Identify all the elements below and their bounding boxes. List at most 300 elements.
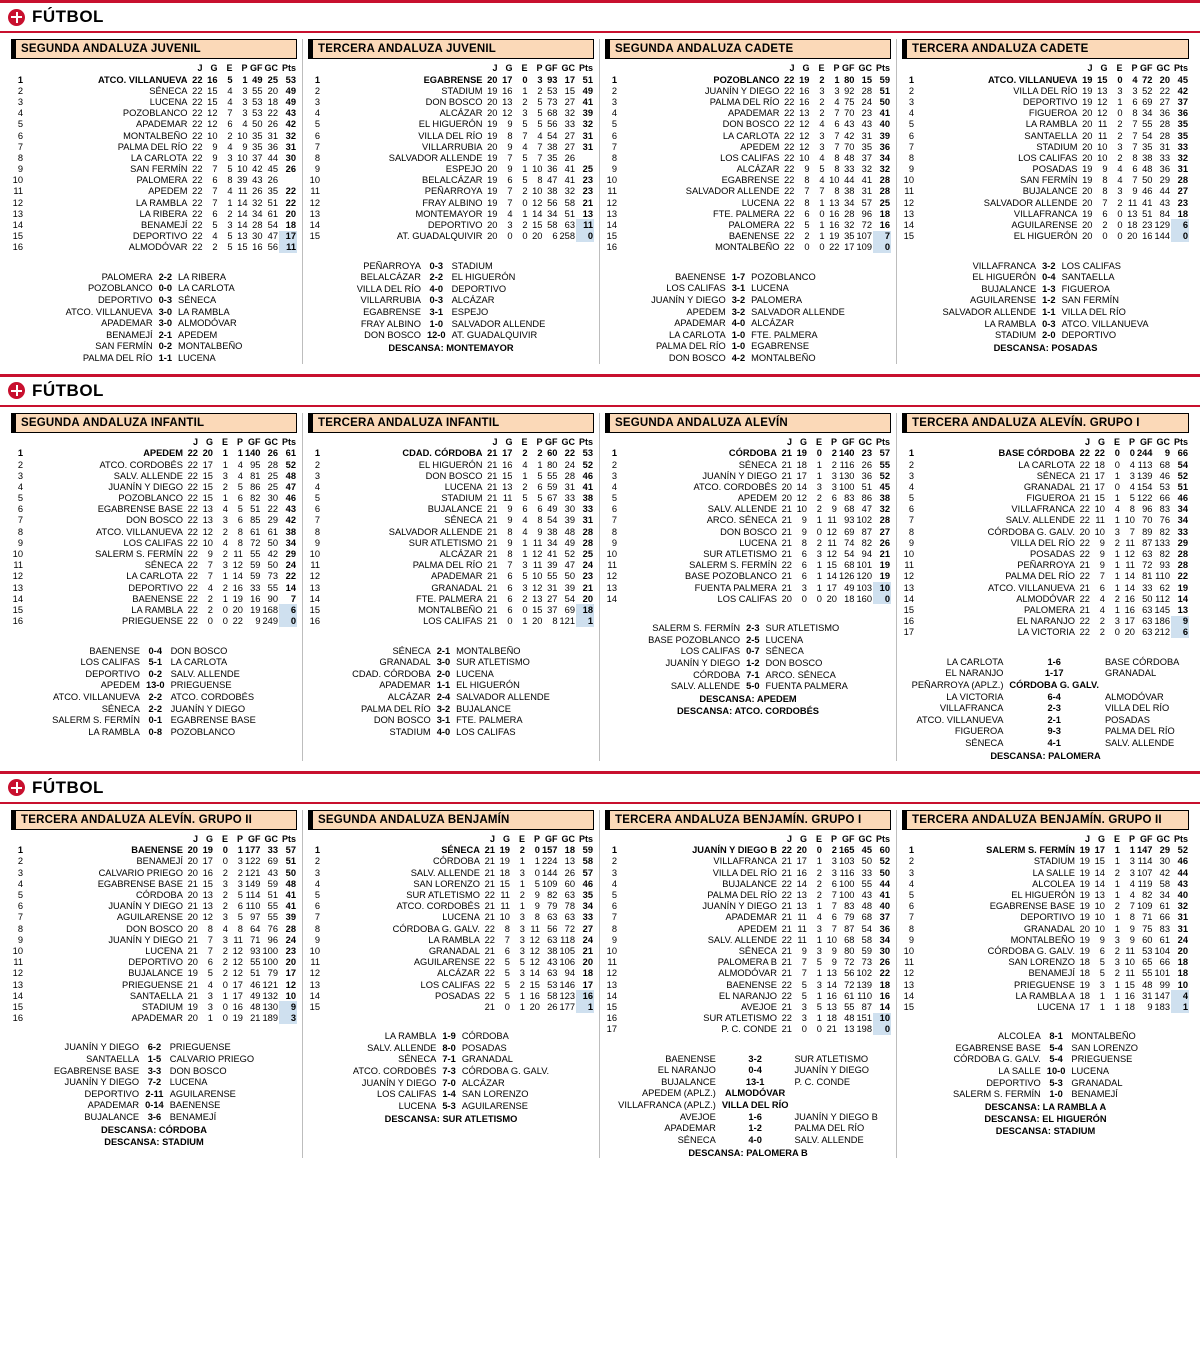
position: 4 [314,481,320,492]
stat-cell: 1 [519,878,525,889]
stat-cell: 7 [1129,901,1135,912]
stat-cell: 63 [564,890,575,901]
position: 6 [611,901,617,912]
table-row [308,582,594,593]
stat-cell: 15 [564,85,575,96]
table-row [308,990,594,1001]
position: 13 [12,979,23,990]
stat-cell: 5 [522,175,528,186]
stat-cell: 64 [250,923,261,934]
stat-cell: 6 [207,957,213,968]
stat-cell: 49 [252,74,263,85]
stat-cell: 36 [267,141,278,152]
stat-cell: 103 [856,582,872,593]
stat-cell: 87 [861,1001,872,1012]
stat-cell: 4 [1129,481,1135,492]
stat-cell: 41 [285,901,296,912]
stat-cell: 14 [826,979,837,990]
stat-cell: 0 [534,845,540,856]
stat-cell: 43 [861,890,872,901]
table-row [11,96,297,107]
result-row [63,283,246,295]
position: 15 [309,1001,320,1012]
result-home: PEÑARROYA (APLZ.) [911,679,1004,690]
col-header-pos [308,437,321,448]
stat-cell: 7 [1132,119,1138,130]
stat-cell: 2 [207,604,213,615]
position: 7 [314,912,320,923]
stat-cell: 3 [227,152,233,163]
table-row [11,878,297,889]
stat-cell: 33 [250,582,261,593]
section-title: FÚTBOL [32,380,104,400]
results-table [645,622,851,692]
position: 17 [606,1024,617,1035]
stat-cell: 20 [487,220,498,231]
col-header-g: G [502,833,510,844]
result-score: 0-2 [158,341,172,352]
team-name: LA RAMBLA [428,934,480,945]
col-header-pos [308,63,321,74]
team-name: APADEMAR [430,571,483,582]
results-table [49,645,259,738]
stat-cell: 1 [1171,1001,1189,1012]
stat-cell: 21 [487,481,498,492]
stat-cell: 110 [245,901,261,912]
stat-cell: 22 [784,141,795,152]
stat-cell: 72 [844,957,855,968]
stat-cell: 52 [285,459,296,470]
stat-cell: 12 [532,582,543,593]
result-away: POSADAS [1104,714,1150,725]
result-home: CDAD. CÓRDOBA [352,668,431,679]
results-block [902,656,1189,761]
result-row [350,1042,552,1054]
stat-cell: 20 [1082,152,1093,163]
stat-cell: 15 [1124,979,1135,990]
position: 4 [314,108,320,119]
team-name: PEÑARROYA [424,186,483,197]
stat-cell: 17 [796,856,807,867]
stat-cell: 13 [564,856,575,867]
position: 9 [908,164,914,175]
stat-cell: 22 [784,197,795,208]
stat-cell: 15 [202,878,213,889]
stat-cell: 25 [582,164,593,175]
result-score: 2-4 [436,691,451,702]
stat-cell: 16 [232,582,243,593]
stat-cell: 119 [1137,878,1153,889]
team-name: LUCENA [1037,1001,1075,1012]
position: 12 [12,571,23,582]
result-score: 7-0 [442,1077,456,1088]
stat-cell: 40 [1177,890,1188,901]
stat-cell: 14 [532,208,543,219]
stat-cell: 89 [1142,526,1153,537]
stat-cell: 0 [504,1001,510,1012]
table-row [11,85,297,96]
result-score: 2-3 [1047,703,1061,714]
stat-cell: 15 [532,604,543,615]
stat-cell: 8 [507,130,513,141]
table-row [11,923,297,934]
stat-cell: 42 [1177,85,1188,96]
stat-cell: 1 [522,208,528,219]
result-score: 1-0 [731,329,746,340]
team-name: EL HIGUERÓN [1013,231,1078,242]
stat-cell: 110 [1155,571,1170,582]
col-header-pts: Pts [875,63,890,73]
stat-cell: 96 [861,208,872,219]
position: 3 [17,96,23,107]
stat-cell: 7 [507,197,513,208]
result-away: EGABRENSE [751,341,810,352]
table-row [308,845,594,856]
team-name: PALMA DEL RÍO [707,890,777,901]
stat-cell: 16 [1124,604,1135,615]
stat-cell: 1 [519,856,525,867]
col-header-e: E [818,63,825,73]
result-score: 1-1 [436,680,451,691]
stat-cell: 3 [507,220,513,231]
table-row [11,912,297,923]
stat-cell: 102 [856,515,872,526]
stat-cell: 37 [547,604,558,615]
stat-cell: 12 [799,119,810,130]
result-score: 2-0 [436,668,451,679]
stat-cell: 55 [1142,968,1153,979]
result-home: LOS CALIFAS [80,657,140,668]
stat-cell: 19 [829,231,840,242]
position: 10 [903,175,914,186]
stat-cell: 4 [1129,459,1135,470]
stat-cell: 41 [879,890,890,901]
team-name: ALCÁZAR [736,164,780,175]
team-name: LA VICTORIA [1017,627,1075,638]
table-row [605,889,891,900]
table-row [605,448,891,459]
stat-cell: 20 [285,957,296,968]
stat-cell: 38 [844,186,855,197]
result-row [354,318,549,330]
position: 2 [17,459,23,470]
stat-cell: 53 [1159,481,1170,492]
stat-cell: 16 [1142,231,1153,242]
table-row [11,934,297,945]
result-away: BUJALANCE [456,703,511,714]
result-home: DON BOSCO [364,330,421,341]
results-table [63,271,246,364]
stat-cell: 19 [232,593,243,604]
stat-cell: 4 [1132,74,1138,85]
stat-cell: 100 [262,945,278,956]
competition-column [600,413,897,761]
col-header-j: J [492,63,498,73]
stat-cell: 14 [1094,867,1105,878]
team-name: AVEJOE [740,1001,777,1012]
stat-cell: 45 [267,164,278,175]
stat-cell: 2 [522,593,528,604]
stat-cell: 35 [1177,119,1188,130]
competition-title: TERCERA ANDALUZA BENJAMÍN. GRUPO II [902,810,1189,830]
result-score: 3-2 [731,306,746,317]
position: 8 [611,923,617,934]
position: 12 [309,968,320,979]
result-row [939,318,1151,330]
stat-cell: 26 [564,867,575,878]
section-title: FÚTBOL [32,7,104,26]
stat-cell: 1 [522,470,528,481]
stat-cell: 11 [233,934,243,945]
team-name: LOS CALIFAS [123,537,183,548]
stat-cell: 3 [519,923,525,934]
result-score: 13-0 [145,680,165,691]
stat-cell: 6 [237,901,243,912]
result-home: DEPORTIVO [84,1088,140,1099]
team-name: LA RAMBLA A [1015,990,1075,1001]
stat-cell: 49 [285,96,296,107]
result-away: VILLA DEL RÍO [1061,306,1126,317]
result-row [49,703,259,715]
stat-cell: 0 [801,1024,807,1035]
stat-cell: 45 [861,845,872,856]
stat-cell: 3 [831,481,837,492]
stat-cell: 6 [507,175,513,186]
stat-cell: 18 [844,593,855,604]
col-header-team [915,437,1076,448]
stat-cell: 13 [502,481,513,492]
stat-cell: 22 [187,593,198,604]
stat-cell: 83 [844,901,855,912]
table-row [902,934,1189,945]
col-header-p: P [1131,63,1138,73]
stat-cell: 3 [834,85,840,96]
stat-cell: 9 [831,504,837,515]
stat-cell: 4 [507,208,513,219]
stat-cell: 0 [819,242,825,253]
stat-cell: 5 [819,164,825,175]
stat-cell: 4 [227,186,233,197]
result-home: LUCENA [398,1100,437,1111]
table-row [902,968,1189,979]
stat-cell: 33 [861,867,872,878]
result-row [615,1076,881,1088]
stat-cell: 3 [1129,856,1135,867]
stat-cell: 22 [484,934,495,945]
stat-cell: 10 [1124,515,1135,526]
position: 13 [903,208,914,219]
position: 10 [606,945,617,956]
stat-cell: 59 [250,560,261,571]
table-row [11,593,297,604]
stat-cell: 80 [844,945,855,956]
team-name: STADIUM [441,85,483,96]
table-row [605,912,891,923]
stat-cell: 42 [267,549,278,560]
position: 7 [611,515,617,526]
stat-cell: 0 [522,604,528,615]
result-home: SALERM S. FERMÍN [52,715,140,726]
position: 2 [611,85,617,96]
team-name: SALVADOR ALLENDE [388,152,483,163]
stat-cell: 9 [1129,934,1135,945]
stat-cell: 224 [541,856,558,867]
result-away: FIGUEROA [1061,283,1111,294]
stat-cell: 18 [879,979,890,990]
stat-cell: 21 [781,459,792,470]
col-header-pts: Pts [578,436,593,447]
stat-cell: 52 [582,459,593,470]
result-row [51,1053,257,1065]
descansa-note: DESCANSA: CÓRDOBA [101,1124,207,1135]
col-header-g: G [210,63,218,73]
result-home: SALERM S. FERMÍN [652,623,741,634]
stat-cell: 16 [252,242,263,253]
col-header-team [618,437,778,448]
stat-cell: 45 [1177,74,1188,85]
stat-cell: 26 [267,448,278,459]
stat-cell: 16 [879,990,890,1001]
stat-cell: 101 [1154,968,1170,979]
col-header-g: G [799,833,807,844]
stat-cell: 22 [1079,549,1090,560]
position: 6 [17,901,23,912]
stat-cell: 60 [564,878,575,889]
table-row [902,526,1189,537]
result-score: 0-4 [748,1065,762,1076]
result-score: CÓRDOBA G. GALV. [1009,679,1099,690]
table-row [605,867,891,878]
result-home: EGABRENSE BASE [955,1042,1041,1053]
stat-cell: 139 [856,979,872,990]
competition-title: TERCERA ANDALUZA BENJAMÍN. GRUPO I [605,810,891,830]
result-away: LUCENA [178,352,216,363]
stat-cell: 55 [267,901,278,912]
table-row [605,979,891,990]
position: 1 [611,448,617,459]
stat-cell: 16 [1124,593,1135,604]
table-row [308,560,594,571]
table-row [902,504,1189,515]
team-name: BAENENSE [728,231,780,242]
table-row [902,912,1189,923]
stat-cell: 21 [484,1001,495,1012]
position: 1 [611,845,617,856]
result-home: PALOMERA [101,271,153,282]
competition-title: TERCERA ANDALUZA ALEVÍN. GRUPO II [11,810,297,830]
stat-cell: 10 [499,912,510,923]
position: 4 [17,481,23,492]
col-header-gf: GF [1139,436,1153,447]
stat-cell: 52 [1177,845,1188,856]
position: 12 [309,197,320,208]
team-name: ALMODÓVAR [718,968,777,979]
table-row [902,878,1189,889]
stat-cell: 14 [1124,571,1135,582]
table-row [902,856,1189,867]
team-name: FTE. PALMERA [416,593,483,604]
stat-cell: 48 [844,152,855,163]
table-row [605,957,891,968]
table-row [308,459,594,470]
team-name: SALERM S. FERMÍN [689,560,777,571]
table-row [902,459,1189,470]
stat-cell: 53 [252,96,263,107]
stat-cell: 1 [519,901,525,912]
table-row [11,571,297,582]
stat-cell: 68 [844,560,855,571]
col-header-e: E [521,436,528,447]
stat-cell: 11 [1127,197,1138,208]
results-block [902,1031,1189,1137]
stat-cell: 12 [232,968,243,979]
stat-cell: 18 [1127,220,1138,231]
stat-cell: 22 [484,957,495,968]
stat-cell: 31 [1142,990,1153,1001]
stat-cell: 0 [522,74,528,85]
result-row [645,646,851,658]
stat-cell: 121 [262,979,278,990]
result-home: BUJALANCE [84,1112,140,1123]
stat-cell: 20 [187,957,198,968]
stat-cell: 28 [285,923,296,934]
stat-cell: 20 [285,208,296,219]
stat-cell: 6 [1171,627,1189,638]
stat-cell: 5 [537,96,543,107]
table-row [605,934,891,945]
stat-cell: 3 [831,867,837,878]
position: 7 [314,515,320,526]
stat-cell: 22 [1079,627,1090,638]
table-row [605,526,891,537]
stat-cell: 101 [856,560,872,571]
stat-cell: 34 [547,208,558,219]
stat-cell: 2 [819,108,825,119]
table-row [308,901,594,912]
stat-cell: 0 [873,242,891,253]
stat-cell: 8 [534,912,540,923]
position: 13 [606,208,617,219]
position: 3 [908,470,914,481]
stat-cell: 20 [187,845,198,856]
stat-cell: 104 [1154,945,1170,956]
position: 8 [314,526,320,537]
result-score: 1-7 [731,271,746,282]
stat-cell: 15 [499,878,510,889]
result-away: SUR ATLETISMO [794,1053,869,1064]
result-home: APADEMAR [379,680,431,691]
result-row [51,1088,257,1100]
stat-cell: 105 [559,945,575,956]
stat-cell: 13 [202,515,213,526]
stat-cell: 41 [861,175,872,186]
stat-cell: 21 [781,526,792,537]
stat-cell: 4 [222,537,228,548]
stat-cell: 69 [564,604,575,615]
stat-cell: 1 [222,571,228,582]
stat-cell: 100 [838,890,855,901]
result-home: APEDEM [686,306,726,317]
team-name: APADEMAR [136,119,188,130]
team-name: PALOMERA [728,220,780,231]
result-home: VILLARRUBIA [360,295,421,306]
stat-cell: 17 [826,582,837,593]
stat-cell: 9 [507,164,513,175]
stat-cell: 41 [1142,197,1153,208]
stat-cell: 18 [1177,957,1188,968]
table-row [902,186,1189,197]
stat-cell: 56 [267,242,278,253]
